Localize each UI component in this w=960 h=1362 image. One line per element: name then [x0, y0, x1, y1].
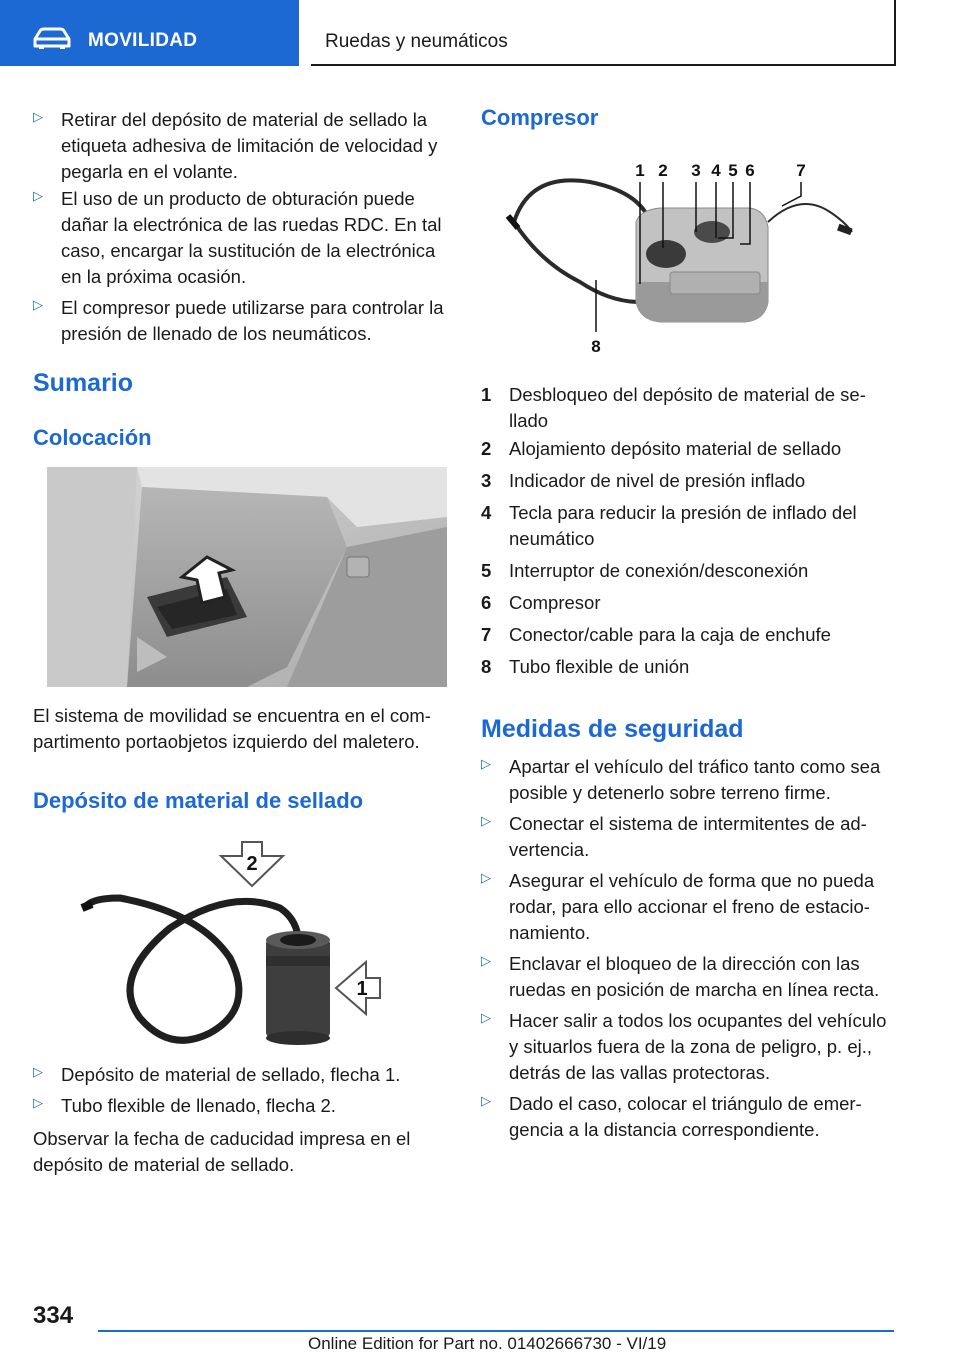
legend-number: 5 [481, 560, 492, 581]
legend-item [481, 590, 895, 616]
legend-text: Interruptor de conexión/desconexión [509, 560, 809, 581]
bullet-marker-icon: ▷ [481, 1010, 491, 1025]
callout-label: 8 [591, 337, 601, 356]
heading-colocacion: Colocación [33, 425, 152, 450]
legend-text: Compresor [509, 592, 601, 613]
legend-number: 1 [481, 384, 492, 405]
legend-item [481, 622, 895, 648]
heading-sumario: Sumario [33, 369, 134, 397]
legend-text: Alojamiento depósito material de sellado [509, 438, 842, 459]
list-item [481, 951, 895, 1003]
list-item [481, 868, 895, 946]
list-item [481, 811, 895, 863]
bullet-marker-icon: ▷ [481, 756, 491, 771]
legend-number: 6 [481, 592, 492, 613]
callout-label: 3 [691, 161, 701, 180]
callout-label: 5 [728, 161, 738, 180]
legend-item [481, 436, 895, 462]
callout-label: 7 [796, 161, 806, 180]
legend-text: Desbloqueo del depósito de material de se‐llado [509, 384, 866, 431]
section-tab[interactable] [0, 0, 299, 66]
list-item [481, 1008, 895, 1086]
bullet-text: Hacer salir a todos los ocupantes del vehículo y situarlos fuera de la zona de peligro, p. ej., detrás de las vallas protectoras. [509, 1010, 887, 1083]
page-number: 334 [33, 1302, 74, 1329]
heading-seguridad: Medidas de seguridad [481, 715, 744, 743]
bullet-marker-icon: ▷ [33, 1064, 43, 1079]
legend-item [481, 382, 895, 434]
bullet-text: Retirar del depósito de material de sellado la etiqueta adhesiva de limitación de velocidad y pegarla en el volante. [61, 109, 438, 182]
bullet-marker-icon: ▷ [33, 188, 43, 203]
trunk-compartment-image [47, 467, 447, 687]
bullet-marker-icon: ▷ [481, 953, 491, 968]
bullet-marker-icon: ▷ [481, 813, 491, 828]
legend-item [481, 500, 895, 552]
callout-label: 4 [711, 161, 721, 180]
arrow-label-1: 1 [356, 978, 368, 1000]
legend-text: Conector/cable para la caja de enchufe [509, 624, 831, 645]
bullet-text: Enclavar el bloqueo de la dirección con las ruedas en posición de marcha en línea recta. [509, 953, 880, 1000]
callout-label: 2 [658, 161, 668, 180]
section-title: MOVILIDAD [88, 30, 198, 51]
list-item [481, 1091, 895, 1143]
list-item [33, 1062, 447, 1088]
legend-number: 2 [481, 438, 492, 459]
list-item [481, 754, 895, 806]
bullet-text: Tubo flexible de llenado, flecha 2. [61, 1095, 336, 1116]
bullet-text: Dado el caso, colocar el triángulo de emer‐gencia a la distancia correspondiente. [509, 1093, 862, 1140]
bullet-text: Apartar el vehículo del tráfico tanto como sea posible y detenerlo sobre terreno firme. [509, 756, 881, 803]
chapter-title: Ruedas y neumáticos [325, 31, 508, 52]
legend-number: 8 [481, 656, 492, 677]
deposito-text: Observar la fecha de caducidad impresa en el depósito de material de sellado. [33, 1128, 411, 1175]
bullet-marker-icon: ▷ [481, 870, 491, 885]
edition-text: Online Edition for Part no. 01402666730 - VI/19 [308, 1334, 667, 1353]
list-item [33, 295, 447, 347]
footer-divider [98, 1330, 894, 1332]
compressor-diagram [500, 152, 860, 357]
callout-label: 6 [745, 161, 755, 180]
bullet-text: El compresor puede utilizarse para controlar la presión de llenado de los neumáticos. [61, 297, 444, 344]
heading-compresor: Compresor [481, 105, 599, 130]
bullet-marker-icon: ▷ [33, 297, 43, 312]
bullet-marker-icon: ▷ [33, 109, 43, 124]
car-icon [32, 27, 72, 49]
bullet-text: Depósito de material de sellado, flecha 1. [61, 1064, 401, 1085]
legend-item [481, 654, 895, 680]
bullet-marker-icon: ▷ [33, 1095, 43, 1110]
legend-item [481, 558, 895, 584]
list-item [33, 107, 447, 185]
callout-label: 1 [635, 161, 645, 180]
heading-deposito: Depósito de material de sellado [33, 788, 364, 813]
list-item [33, 1093, 447, 1119]
sealant-container-diagram [80, 838, 390, 1048]
legend-item [481, 468, 895, 494]
legend-number: 3 [481, 470, 492, 491]
list-item [33, 186, 447, 290]
colocacion-text: El sistema de movilidad se encuentra en el com‐partimento portaobjetos izquierdo del maletero. [33, 705, 431, 752]
bullet-text: Conectar el sistema de intermitentes de ad‐vertencia. [509, 813, 867, 860]
bullet-text: Asegurar el vehículo de forma que no pueda rodar, para ello accionar el freno de estacio‐namiento. [509, 870, 875, 943]
legend-text: Tubo flexible de unión [509, 656, 690, 677]
legend-text: Tecla para reducir la presión de inflado del neumático [509, 502, 857, 549]
legend-number: 4 [481, 502, 492, 523]
legend-text: Indicador de nivel de presión inflado [509, 470, 806, 491]
arrow-label-2: 2 [246, 853, 258, 875]
legend-number: 7 [481, 624, 492, 645]
bullet-text: El uso de un producto de obturación puede dañar la electrónica de las ruedas RDC. En tal caso, encargar la sustitución de la electrónica en la próxima ocasión. [61, 188, 442, 287]
bullet-marker-icon: ▷ [481, 1093, 491, 1108]
chapter-header [311, 0, 896, 66]
